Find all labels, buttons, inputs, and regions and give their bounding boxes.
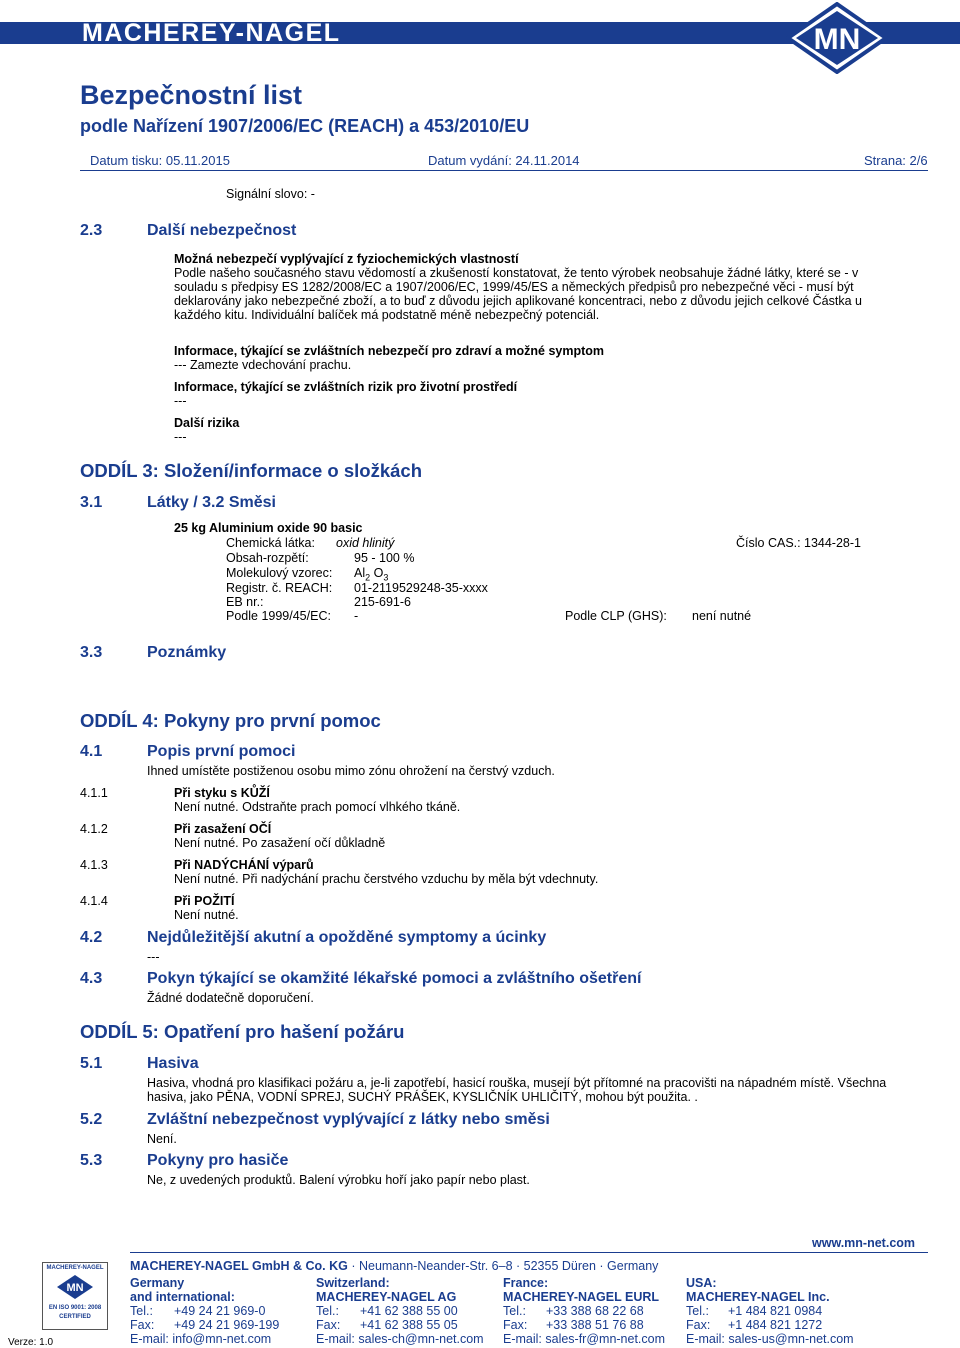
office-fr-email[interactable]: E-mail: sales-fr@mn-net.com [503, 1332, 666, 1346]
office-us-fax: +1 484 821 1272 [728, 1318, 823, 1332]
section-4-1-title: Popis první pomoci [147, 743, 296, 760]
section-3-1-number: 3.1 [80, 494, 103, 511]
office-fr-heading-1: France: [503, 1276, 549, 1290]
section-5-2-number: 5.2 [80, 1111, 103, 1128]
section-5-1-line-2: hasiva, jako PĚNA, VODNÍ SPREJ, SUCHÝ PRÁŠEK, KYSLIČNÍK UHLIČITÝ, mohou být použita. . [147, 1090, 698, 1104]
product-name: 25 kg Aluminium oxide 90 basic [174, 521, 363, 535]
version-label: Verze: 1.0 [8, 1337, 54, 1348]
section-5-1-title: Hasiva [147, 1055, 199, 1072]
iso-certificate-badge [42, 1262, 108, 1330]
mn-logo-text: MN [813, 23, 861, 56]
office-de-fax-label: Fax: [130, 1318, 155, 1332]
office-de-heading-1: Germany [130, 1276, 185, 1290]
office-us-tel-label: Tel.: [686, 1304, 709, 1318]
formula-al-sub: 2 [365, 572, 371, 583]
directive-label: Podle 1999/45/EC: [226, 609, 331, 623]
eb-label: EB nr.: [226, 595, 264, 609]
cert-standard: EN ISO 9001: 2008 [48, 1305, 102, 1311]
cert-brand: MACHEREY-NAGEL [46, 1265, 104, 1271]
footer-address: · Neumann-Neander-Str. 6–8 · 52355 Düren · Germany [351, 1259, 659, 1273]
other-risks-text: --- [174, 430, 187, 444]
section-4-title: ODDÍL 4: Pokyny pro první pomoc [80, 710, 381, 731]
section-2-3-number: 2.3 [80, 222, 103, 239]
office-ch-heading-2: MACHEREY-NAGEL AG [316, 1290, 457, 1304]
section-5-3-text: Ne, z uvedených produktů. Balení výrobku hoří jako papír nebo plast. [147, 1173, 530, 1187]
office-de-tel-label: Tel.: [130, 1304, 153, 1318]
env-title: Informace, týkající se zvláštních rizik pro životní prostředí [174, 380, 518, 394]
office-fr-fax: +33 388 51 76 88 [546, 1318, 644, 1332]
cas-label: Číslo CAS.: [736, 536, 801, 550]
formula-o: O [373, 566, 384, 580]
section-5-2-text: Není. [147, 1132, 177, 1146]
office-fr-tel: +33 388 68 22 68 [546, 1304, 644, 1318]
formula-al: Al [354, 566, 366, 580]
office-ch-heading-1: Switzerland: [316, 1276, 390, 1290]
chem-value: oxid hlinitý [336, 536, 395, 550]
office-us-fax-label: Fax: [686, 1318, 711, 1332]
office-ch-tel-label: Tel.: [316, 1304, 339, 1318]
office-de-fax: +49 24 21 969-199 [174, 1318, 280, 1332]
office-ch-fax-label: Fax: [316, 1318, 341, 1332]
section-4-3-title: Pokyn týkající se okamžité lékařské pomoci a zvláštního ošetření [147, 970, 642, 987]
document-subtitle: podle Nařízení 1907/2006/EC (REACH) a 453/2010/EU [80, 116, 530, 136]
office-us-email[interactable]: E-mail: sales-us@mn-net.com [686, 1332, 854, 1346]
section-5-title: ODDÍL 5: Opatření pro hašení požáru [80, 1021, 405, 1042]
office-fr-tel-label: Tel.: [503, 1304, 526, 1318]
footer-company: MACHEREY-NAGEL GmbH & Co. KG [130, 1259, 348, 1273]
item-4-1-3-title: Při NADÝCHÁNÍ výparů [174, 858, 314, 872]
eb-value: 215-691-6 [354, 595, 411, 609]
footer-divider [130, 1252, 928, 1253]
office-de-heading-2: and international: [130, 1290, 235, 1304]
physchem-line-2: souladu s předpisy ES 1282/2008/EC a 1907/2006/EC, 1999/45/ES a německých předpisů pro nebezpečné věci - musí být [174, 280, 854, 294]
issue-date: Datum vydání: 24.11.2014 [428, 153, 580, 168]
section-5-2-title: Zvláštní nebezpečnost vyplývající z látky nebo směsi [147, 1111, 550, 1128]
header-divider [80, 170, 928, 171]
section-4-2-number: 4.2 [80, 929, 103, 946]
section-5-1-number: 5.1 [80, 1055, 103, 1072]
cert-mn-logo [55, 1274, 95, 1300]
item-4-1-3-number: 4.1.3 [80, 858, 108, 872]
section-3-1-title: Látky / 3.2 Směsi [147, 494, 276, 511]
item-4-1-2-title: Při zasažení OČÍ [174, 822, 272, 836]
office-ch-fax: +41 62 388 55 05 [360, 1318, 458, 1332]
range-value: 95 - 100 % [354, 551, 415, 565]
office-fr-heading-2: MACHEREY-NAGEL EURL [503, 1290, 660, 1304]
item-4-1-4-text: Není nutné. [174, 908, 239, 922]
section-5-3-number: 5.3 [80, 1152, 103, 1169]
directive-value: - [354, 609, 359, 623]
formula-label: Molekulový vzorec: [226, 566, 333, 580]
item-4-1-1-text: Není nutné. Odstraňte prach pomocí vlhkého tkáně. [174, 800, 461, 814]
footer-company-line [130, 1259, 658, 1273]
section-4-1-number: 4.1 [80, 743, 103, 760]
office-fr-fax-label: Fax: [503, 1318, 528, 1332]
chem-label: Chemická látka: [226, 536, 315, 550]
document-title: Bezpečnostní list [80, 80, 303, 110]
range-label: Obsah-rozpětí: [226, 551, 309, 565]
office-de-tel: +49 24 21 969-0 [174, 1304, 266, 1318]
cas-value: 1344-28-1 [804, 536, 861, 550]
page-number: Strana: 2/6 [864, 153, 928, 168]
section-4-1-text: Ihned umístěte postiženou osobu mimo zónu ohrožení na čerstvý vzduch. [147, 764, 555, 778]
office-ch-tel: +41 62 388 55 00 [360, 1304, 458, 1318]
item-4-1-3-text: Není nutné. Při nadýchání prachu čerstvého vzduchu by měla být vdechnuty. [174, 872, 599, 886]
section-3-3-number: 3.3 [80, 644, 103, 661]
item-4-1-4-number: 4.1.4 [80, 894, 108, 908]
section-3-title: ODDÍL 3: Složení/informace o složkách [80, 460, 422, 481]
footer-website[interactable]: www.mn-net.com [812, 1236, 916, 1250]
physchem-line-1: Podle našeho současného stavu vědomostí a zkušeností konstatovat, že tento výrobek neobsahuje žádné látky, které se - v [174, 266, 859, 280]
office-us-heading-1: USA: [686, 1276, 717, 1290]
section-4-3-text: Žádné dodatečně doporučení. [147, 991, 314, 1005]
reach-value: 01-2119529248-35-xxxx [354, 581, 488, 595]
item-4-1-1-title: Při styku s KŮŽÍ [174, 786, 270, 800]
section-4-2-text: --- [147, 950, 160, 964]
env-text: --- [174, 394, 187, 408]
clp-label: Podle CLP (GHS): [565, 609, 667, 623]
reach-label: Registr. č. REACH: [226, 581, 333, 595]
office-de-email[interactable]: E-mail: info@mn-net.com [130, 1332, 272, 1346]
physchem-title: Možná nebezpečí vyplývající z fyziochemických vlastností [174, 252, 519, 266]
physchem-line-3: deklarovány jako nebezpečné zboží, a to buď z důvodu jejich aplikované koncentraci, nebo z důvodu jejich celkové Částka u [174, 294, 862, 308]
item-4-1-1-number: 4.1.1 [80, 786, 108, 800]
item-4-1-2-number: 4.1.2 [80, 822, 108, 836]
office-us-tel: +1 484 821 0984 [728, 1304, 823, 1318]
item-4-1-4-title: Při POŽITÍ [174, 894, 235, 908]
clp-value: není nutné [692, 609, 752, 623]
office-us-heading-2: MACHEREY-NAGEL Inc. [686, 1290, 830, 1304]
section-2-3-title: Další nebezpečnost [147, 222, 297, 239]
section-3-3-title: Poznámky [147, 644, 227, 661]
other-risks-title: Další rizika [174, 416, 240, 430]
health-text: --- Zamezte vdechování prachu. [174, 358, 352, 372]
office-ch-email[interactable]: E-mail: sales-ch@mn-net.com [316, 1332, 484, 1346]
cert-status: CERTIFIED [59, 1314, 91, 1320]
item-4-1-2-text: Není nutné. Po zasažení očí důkladně [174, 836, 386, 850]
section-5-3-title: Pokyny pro hasiče [147, 1152, 289, 1169]
section-5-1-line-1: Hasiva, vhodná pro klasifikaci požáru a, je-li zapotřebí, hasicí rouška, musejí být přítomné na pracovišti na nápadném místě. Všechna [147, 1076, 887, 1090]
section-4-2-title: Nejdůležitější akutní a opožděné symptomy a úcinky [147, 929, 547, 946]
physchem-line-4: každého kitu. Individuální balíček má podstatně méně nebezpečný potenciál. [174, 308, 600, 322]
formula-o-sub: 3 [383, 572, 389, 583]
cert-logo-text: MN [66, 1282, 84, 1294]
signal-word: Signální slovo: - [226, 187, 315, 201]
health-title: Informace, týkající se zvláštních nebezpečí pro zdraví a možné symptom [174, 344, 605, 358]
print-date: Datum tisku: 05.11.2015 [90, 153, 230, 168]
section-4-3-number: 4.3 [80, 970, 103, 987]
brand-name: MACHEREY-NAGEL [82, 19, 341, 47]
mn-logo [782, 2, 892, 74]
